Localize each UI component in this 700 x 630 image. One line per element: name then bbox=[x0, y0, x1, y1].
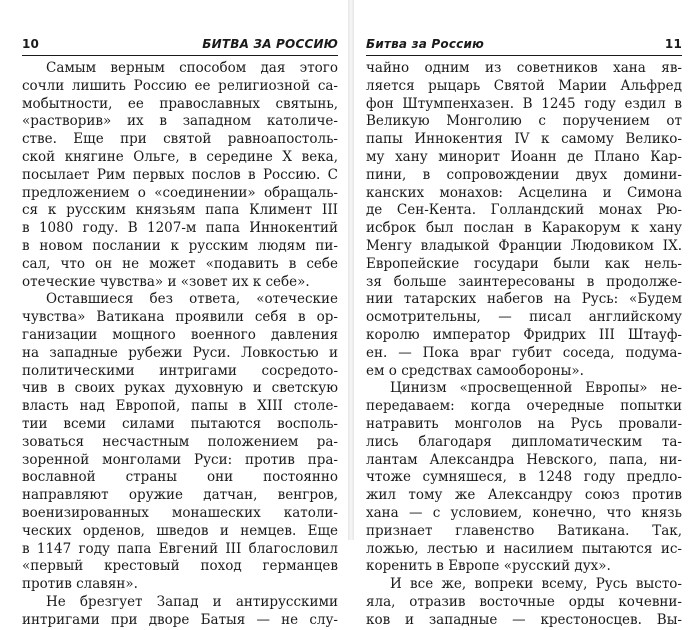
text-line: против славян». bbox=[22, 576, 138, 593]
text-line: вославной страны они постоянно bbox=[22, 469, 338, 486]
text-line: власть над Европой, папы в XIII столе- bbox=[22, 398, 338, 415]
text-line: осмотрительны, — писал английскому bbox=[366, 309, 682, 326]
text-line: чтоже сумняшеся, в 1248 году предло- bbox=[366, 469, 682, 486]
text-line: военизированных монашеских католи- bbox=[22, 504, 338, 521]
text-line: ков и западные — крестоносцев. Вы- bbox=[366, 611, 682, 628]
text-line: папы Иннокентия IV к самому Велико- bbox=[366, 131, 682, 148]
text-line: яла, отразив восточные орды кочевни- bbox=[366, 593, 682, 610]
text-line: в новом послании к русским людям пи- bbox=[22, 237, 338, 254]
text-line: Менгу владыкой Франции Людовиком IX. bbox=[366, 237, 682, 254]
text-line: предложением о «соединении» обращаль- bbox=[22, 184, 338, 201]
text-line: направляют оружие датчан, венгров, bbox=[22, 487, 338, 504]
text-line: лись благодаря дипломатическим та- bbox=[366, 433, 682, 450]
text-line: в 1147 году папа Евгений III благословил bbox=[22, 540, 338, 557]
text-line: ложью, лестью и насилием пытаются ис- bbox=[366, 540, 682, 557]
right-page bbox=[366, 0, 682, 628]
text-line: ганизации мощного военного давления bbox=[22, 326, 338, 343]
text-line: ся к русским князьям папа Климент III bbox=[22, 202, 338, 219]
text-line: Самым верным способом дая этого bbox=[46, 60, 338, 76]
text-line: посылает Рим первых послов в Россию. С bbox=[22, 166, 338, 183]
text-line: коренить в Европе «русский дух». bbox=[366, 558, 611, 575]
text-line: ляется рыцарь Святой Марии Альфред bbox=[366, 77, 682, 94]
text-line: зя больше заинтересованы в продолже- bbox=[366, 273, 682, 290]
left-page-body bbox=[22, 60, 338, 630]
text-line: фон Штумпенхазен. В 1245 году ездил в bbox=[366, 95, 682, 112]
text-line: сочли лишить Россию ее религиозной са- bbox=[22, 77, 338, 94]
text-line: признает главенство Ватикана. Так, bbox=[366, 522, 682, 539]
text-line: де Сен-Кента. Голландский монах Рю- bbox=[366, 202, 682, 219]
text-line: ен. — Пока враг губит соседа, подума- bbox=[366, 344, 682, 361]
text-line: лантам Александра Невского, папа, ни- bbox=[366, 451, 682, 468]
text-line: чив в своих руках духовную и светскую bbox=[22, 380, 338, 397]
running-head: БИТВА ЗА РОССИЮ bbox=[202, 37, 338, 51]
text-line: Европейские государи были как нель- bbox=[366, 255, 682, 272]
text-line: сал, что он не может «подавить в себе bbox=[22, 255, 338, 272]
header-rule bbox=[366, 55, 682, 56]
text-line: передаваем: когда очередные попытки bbox=[366, 398, 682, 415]
text-line: отеческие чувства» и «зовет их к себе». bbox=[22, 273, 310, 290]
left-page-header bbox=[22, 37, 338, 53]
text-line: на западные рубежи Руси. Ловкостью и bbox=[22, 344, 338, 361]
page-number: 10 bbox=[22, 37, 40, 51]
text-line: стве. Еще при святой равноапостоль- bbox=[22, 131, 338, 148]
text-line: чайно одним из советников хана яв- bbox=[366, 60, 682, 76]
running-head: Битва за Россию bbox=[366, 37, 484, 51]
text-line: Великую Монголию с поручением от bbox=[366, 113, 682, 130]
text-line: ческих орденов, шведов и немцев. Еще bbox=[22, 522, 338, 539]
left-page bbox=[22, 0, 338, 628]
text-line: натравить монголов на Русь провали- bbox=[366, 415, 682, 432]
text-line: исброк был послан в Каракорум к хану bbox=[366, 220, 682, 237]
text-line: королю император Фридрих III Штауф- bbox=[366, 326, 682, 343]
right-page-body bbox=[366, 60, 682, 630]
text-line: канских монахов: Асцелина и Симона bbox=[366, 184, 682, 201]
text-line: «первый крестовый поход германцев bbox=[22, 558, 338, 575]
text-line: политическими интригами сосредото- bbox=[22, 362, 338, 379]
header-rule bbox=[22, 55, 338, 56]
text-line: в 1080 году. В 1207-м папа Иннокентий bbox=[22, 220, 338, 237]
text-line: нии татарских набегов на Русь: «Будем bbox=[366, 291, 682, 308]
right-page-header bbox=[366, 37, 682, 53]
text-line: чувства» Ватикана проявили себя в ор- bbox=[22, 309, 338, 326]
text-line: зоваться несчастным положением ра- bbox=[22, 433, 338, 450]
text-line: ем о средствах самообороны». bbox=[366, 362, 584, 379]
text-line: мобытности, ее православных святынь, bbox=[22, 95, 338, 112]
text-line: Не брезгует Запад и антирусскими bbox=[46, 593, 338, 610]
text-line: тии всеми силами пытаются восполь- bbox=[22, 415, 338, 432]
page-number: 11 bbox=[664, 37, 682, 51]
text-line: пини, в сопровождении двух домини- bbox=[366, 166, 682, 183]
text-line: му хану минорит Иоанн де Плано Кар- bbox=[366, 148, 682, 165]
text-line: «растворив» их в западном католиче- bbox=[22, 113, 338, 130]
text-line: Цинизм «просвещенной Европы» не- bbox=[390, 380, 682, 397]
text-line: хана — с условием, конечно, что князь bbox=[366, 504, 682, 521]
text-line: жил тому же Александру союз против bbox=[366, 487, 682, 504]
text-line: интригами при дворе Батыя — не слу- bbox=[22, 611, 338, 628]
text-line: зоренной монголами Руси: против пра- bbox=[22, 451, 338, 468]
text-line: И все же, вопреки всему, Русь высто- bbox=[390, 576, 682, 593]
text-line: Оставшиеся без ответа, «отеческие bbox=[46, 291, 338, 308]
text-line: ской княгине Ольге, в середине X века, bbox=[22, 148, 338, 165]
book-gutter bbox=[348, 0, 354, 540]
